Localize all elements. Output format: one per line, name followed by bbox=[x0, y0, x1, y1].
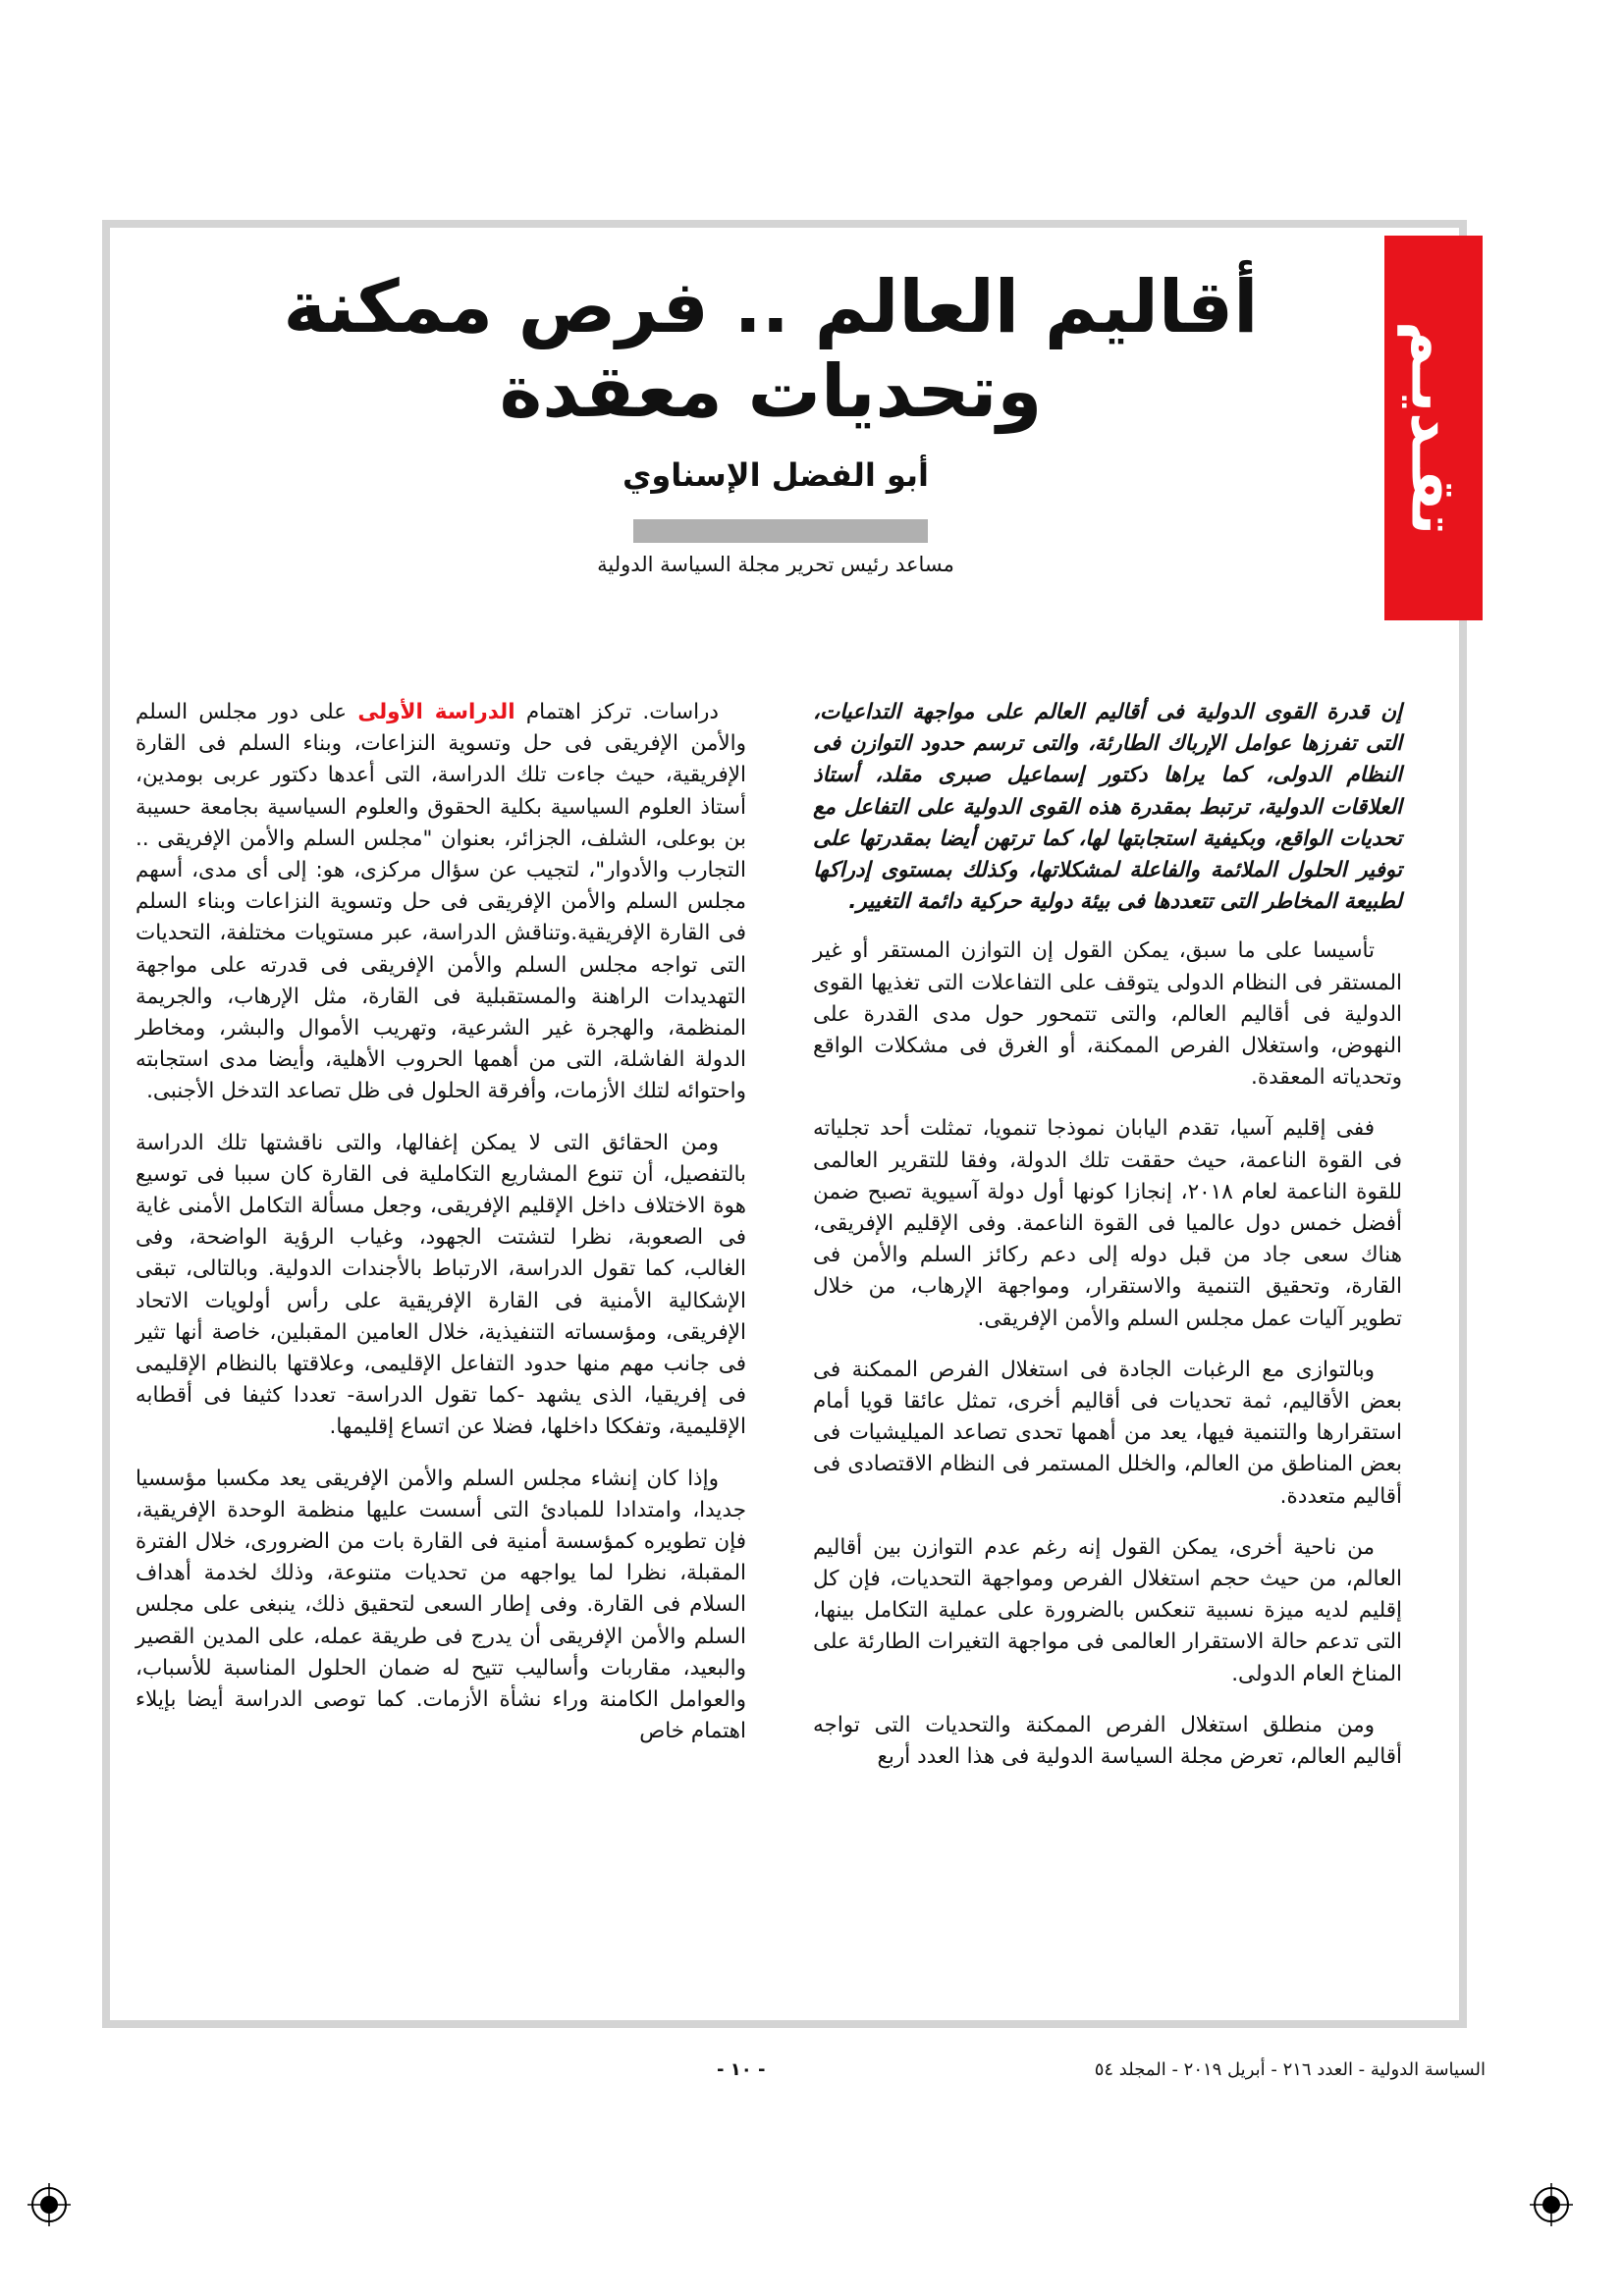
lead-paragraph: إن قدرة القوى الدولية فى أقاليم العالم على مواجهة التداعيات، التى تفرزها عوامل الإرباك الطارئة، والتى ترسم حدود التوازن فى النظام الدولى، كما يراها دكتور إسماعيل صبرى مقلد، أستاذ العلاقات الدولية، ترتبط بمقدرة هذه القوى الدولية على التفاعل مع تحديات الواقع، وبكيفية استجابتها لها، كما ترتهن أيضا بمقدرتها على توفير الحلول الملائمة والفاعلة لمشكلاتها، وكذلك بمستوى إدراكها لطبيعة المخاطر التى تتعددها فى بيئة دولية حركية دائمة التغيير. bbox=[813, 700, 1402, 915]
body-paragraph: وإذا كان إنشاء مجلس السلم والأمن الإفريقى يعد مكسبا مؤسسيا جديدا، وامتدادا للمبادئ التى أسست عليها منظمة الوحدة الإفريقية، فإن تطويره كمؤسسة أمنية فى القارة بات من الضرورى، خلال الفترة المقبلة، نظرا لما يواجهه من تحديات متنوعة، وذلك لخدمة أهداف السلام فى القارة. وفى إطار السعى لتحقيق ذلك، ينبغى على مجلس السلم والأمن الإفريقى أن يدرج فى طريقة عمله، على المدين القصير والبعيد، مقاربات وأساليب تتيح له ضمان الحلول المناسبة للأسباب، والعوامل الكامنة وراء نشأة الأزمات. كما توصى الدراسة أيضا بإيلاء اهتمام خاص bbox=[135, 1466, 746, 1744]
highlighted-term: الدراسة الأولى bbox=[357, 700, 515, 724]
body-paragraph: ومن الحقائق التى لا يمكن إغفالها، والتى ناقشتها تلك الدراسة بالتفصيل، أن تنوع المشاريع التكاملية فى القارة كان سببا فى توسيع هوة الاختلاف داخل الإقليم الإفريقى، وجعل مسألة التكامل الأمنى غاية فى الصعوبة، نظرا لتشتت الجهود، وغياب الرؤية الواضحة، وفى الغالب، كما تقول الدراسة، الارتباط بالأجندات الدولية. وبالتالى، تبقى الإشكالية الأمنية فى القارة الإفريقية على رأس أولويات الاتحاد الإفريقى، ومؤسساته التنفيذية، خلال العامين المقبلين، خاصة أنها تثير فى جانب مهم منها حدود التفاعل الإقليمى، وعلاقتها بالنظام الإقليمى فى إفريقيا، الذى يشهد -كما تقول الدراسة- تعددا كثيفا فى أقطابه الإقليمية، وتفككا داخلها، فضلا عن اتساع إقليمها. bbox=[135, 1130, 746, 1440]
page-number: - ١٠ - bbox=[717, 2059, 766, 2080]
body-paragraph bbox=[135, 697, 746, 1108]
body-paragraph: من ناحية أخرى، يمكن القول إنه رغم عدم التوازن بين أقاليم العالم، من حيث حجم استغلال الفرص ومواجهة التحديات، فإن كل إقليم لديه ميزة نسبية تنعكس بالضرورة على عملية التكامل بينها، التى تدعم حالة الاستقرار العالمى فى مواجهة التغيرات الطارئة على المناخ العام الدولى. bbox=[813, 1534, 1402, 1686]
left-column bbox=[135, 697, 746, 1768]
body-paragraph: تأسيسا على ما سبق، يمكن القول إن التوازن المستقر أو غير المستقر فى النظام الدولى يتوقف على التفاعلات التى تغذيها القوى الدولية فى أقاليم العالم، والتى تتمحور حول مدى القدرة على النهوض، واستغلال الفرص الممكنة، أو الغرق فى مشكلات الواقع وتحدياته المعقدة. bbox=[813, 938, 1402, 1091]
section-banner bbox=[1384, 236, 1483, 620]
body-paragraph: وبالتوازى مع الرغبات الجادة فى استغلال الفرص الممكنة فى بعض الأقاليم، ثمة تحديات فى أقاليم أخرى، تمثل عائقا قويا أمام استقرارها والتنمية فيها، يعد من أهمها تحدى تصاعد الميليشيات فى بعض المناطق من العالم، والخلل المستمر فى النظام الاقتصادى فى أقاليم متعددة. bbox=[813, 1357, 1402, 1509]
text-run: دراسات. تركز اهتمام bbox=[514, 700, 720, 724]
registration-mark-icon bbox=[27, 2183, 71, 2226]
registration-mark-icon bbox=[1530, 2183, 1573, 2226]
article-title: أقاليم العالم .. فرص ممكنة وتحديات معقدة bbox=[283, 265, 1259, 434]
right-column bbox=[813, 697, 1402, 1792]
body-paragraph: ومن منطلق استغلال الفرص الممكنة والتحديات التى تواجه أقاليم العالم، تعرض مجلة السياسة الدولية فى هذا العدد أربع bbox=[813, 1712, 1402, 1770]
author-divider-bar bbox=[633, 519, 928, 543]
body-paragraph: ففى إقليم آسيا، تقدم اليابان نموذجا تنمويا، تمثلت أحد تجلياته فى القوة الناعمة، حيث حققت تلك الدولة، وفقا للتقرير العالمى للقوة الناعمة لعام ٢٠١٨، إنجازا كونها أول دولة آسيوية تصبح ضمن أفضل خمس دول عالميا فى القوة الناعمة. وفى الإقليم الإفريقى، هناك سعى جاد من قبل دوله إلى دعم ركائز السلم والأمن فى القارة، وتحقيق التنمية والاستقرار، ومواجهة الإرهاب، من خلال تطوير آليات عمل مجلس السلم والأمن الإفريقى. bbox=[813, 1116, 1402, 1331]
section-banner-label: تقـديـم bbox=[1397, 321, 1470, 535]
author-name: أبو الفضل الإسناوي bbox=[622, 456, 929, 494]
text-run: على دور مجلس السلم والأمن الإفريقى فى حل وتسوية النزاعات، وبناء السلم فى القارة الإفريقية، حيث جاءت تلك الدراسة، التى أعدها دكتور عربى بومدين، أستاذ العلوم السياسية بكلية الحقوق والعلوم السياسية بجامعة حسيبة بن بوعلى، الشلف، الجزائر، بعنوان "مجلس السلم والأمن الإفريقى .. التجارب والأدوار"، لتجيب عن سؤال مركزى، هو: إلى أى مدى، أسهم مجلس السلم والأمن الإفريقى فى حل وتسوية النزاعات وبناء السلم فى القارة الإفريقية.وتناقش الدراسة، عبر مستويات مختلفة، التحديات التى تواجه مجلس السلم والأمن الإفريقى فى قدرته على مواجهة التهديدات الراهنة والمستقبلية فى القارة، مثل الإرهاب، والجريمة المنظمة، والهجرة غير الشرعية، وتهريب الأموال والبشر، ومخاطر الدولة الفاشلة، التى من أهمها الحروب الأهلية، وأيضا مدى استجابته واحتوائه لتلك الأزمات، وأفرقة الحلول فى ظل تصاعد التدخل الأجنبى. bbox=[135, 700, 746, 1104]
author-role: مساعد رئيس تحرير مجلة السياسة الدولية bbox=[597, 553, 954, 576]
footer-publication-info: السياسة الدولية - العدد ٢١٦ - أبريل ٢٠١٩ - المجلد ٥٤ bbox=[1094, 2059, 1486, 2080]
